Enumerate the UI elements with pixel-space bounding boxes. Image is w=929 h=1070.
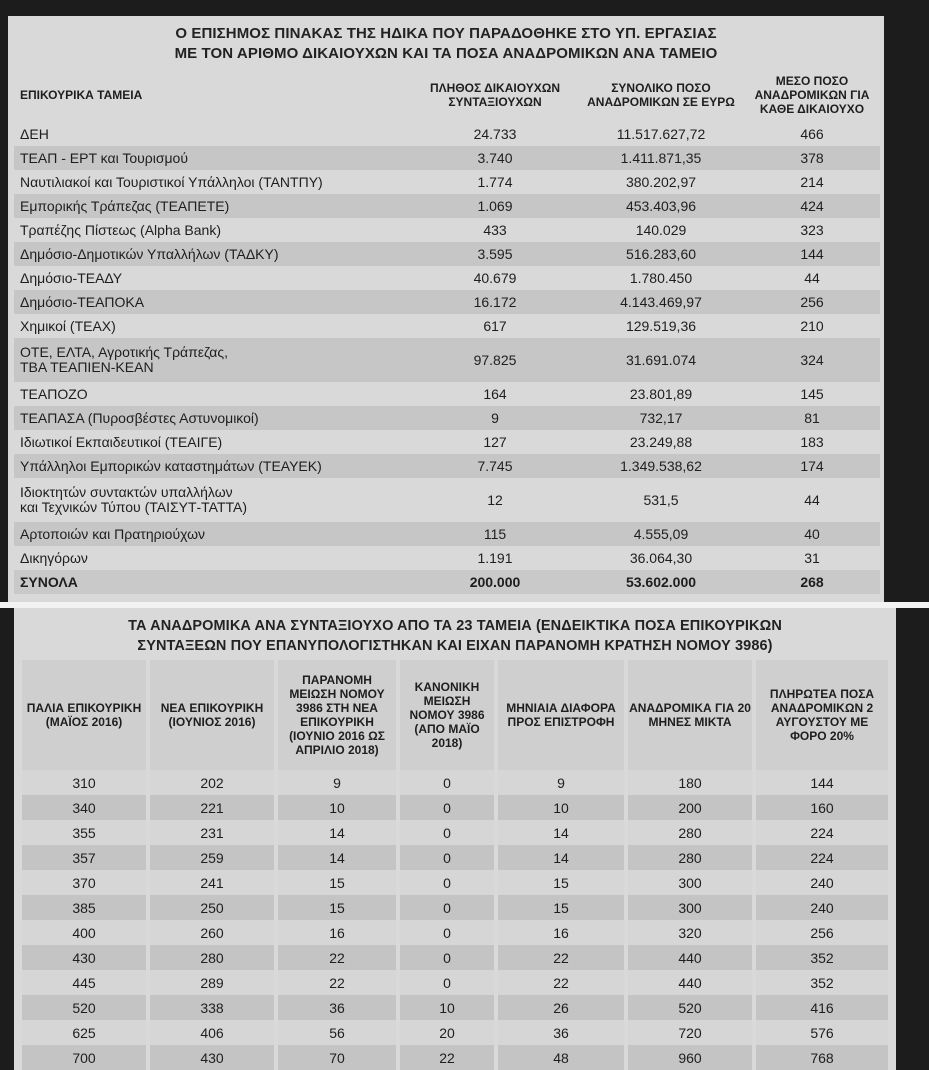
regular-cut-cell: 0 xyxy=(396,970,494,995)
fund-name-line1: ΟΤΕ, ΕΛΤΑ, Αγροτικής Τράπεζας, xyxy=(20,344,228,360)
header-old-pension: ΠΑΛΙΑ ΕΠΙΚΟΥΡΙΚΗ (ΜΑΪΟΣ 2016) xyxy=(22,660,146,770)
total-average-amount-cell: 268 xyxy=(744,570,880,594)
fund-name-cell: Εμπορικής Τράπεζας (ΤΕΑΠΕΤΕ) xyxy=(14,194,412,218)
illegal-cut-cell: 16 xyxy=(274,920,396,945)
arrears-row xyxy=(22,970,888,995)
old-pension-cell: 520 xyxy=(22,995,146,1020)
total-amount-cell: 140.029 xyxy=(578,218,744,242)
illegal-cut-cell: 14 xyxy=(274,845,396,870)
new-pension-cell: 250 xyxy=(146,895,274,920)
funds-table xyxy=(14,68,880,594)
beneficiaries-cell: 1.069 xyxy=(412,194,578,218)
beneficiaries-cell: 24.733 xyxy=(412,122,578,146)
arrears-row xyxy=(22,870,888,895)
regular-cut-cell: 22 xyxy=(396,1045,494,1070)
average-amount-cell: 144 xyxy=(744,242,880,266)
fund-name-cell: Δικηγόρων xyxy=(14,546,412,570)
header-average-amount: ΜΕΣΟ ΠΟΣΟ ΑΝΑΔΡΟΜΙΚΩΝ ΓΙΑ ΚΑΘΕ ΔΙΚΑΙΟΥΧΟ xyxy=(754,74,870,116)
total-amount-cell: 531,5 xyxy=(578,478,744,522)
old-pension-cell: 310 xyxy=(22,770,146,795)
beneficiaries-cell: 16.172 xyxy=(412,290,578,314)
arrears-row xyxy=(22,1045,888,1070)
arrears-row xyxy=(22,795,888,820)
beneficiaries-cell: 12 xyxy=(412,478,578,522)
fund-row xyxy=(14,430,880,454)
new-pension-cell: 280 xyxy=(146,945,274,970)
beneficiaries-cell: 7.745 xyxy=(412,454,578,478)
regular-cut-cell: 0 xyxy=(396,870,494,895)
beneficiaries-cell: 97.825 xyxy=(412,338,578,382)
average-amount-cell: 466 xyxy=(744,122,880,146)
totals-row xyxy=(14,570,880,594)
monthly-difference-cell: 36 xyxy=(494,1020,624,1045)
total-amount-cell: 23.249,88 xyxy=(578,430,744,454)
fund-row xyxy=(14,290,880,314)
old-pension-cell: 355 xyxy=(22,820,146,845)
total-beneficiaries-cell: 200.000 xyxy=(412,570,578,594)
total-amount-cell: 1.411.871,35 xyxy=(578,146,744,170)
arrears-row xyxy=(22,945,888,970)
monthly-difference-cell: 48 xyxy=(494,1045,624,1070)
average-amount-cell: 183 xyxy=(744,430,880,454)
fund-name-cell: Δημόσιο-ΤΕΑΔΥ xyxy=(14,266,412,290)
beneficiaries-cell: 40.679 xyxy=(412,266,578,290)
arrears-row xyxy=(22,820,888,845)
payable-cell: 416 xyxy=(752,995,888,1020)
total-amount-cell: 516.283,60 xyxy=(578,242,744,266)
regular-cut-cell: 0 xyxy=(396,920,494,945)
monthly-difference-cell: 16 xyxy=(494,920,624,945)
old-pension-cell: 385 xyxy=(22,895,146,920)
new-pension-cell: 202 xyxy=(146,770,274,795)
fund-name-cell: Τραπέζης Πίστεως (Alpha Bank) xyxy=(14,218,412,242)
arrears-cell: 300 xyxy=(624,895,752,920)
new-pension-cell: 259 xyxy=(146,845,274,870)
monthly-difference-cell: 10 xyxy=(494,795,624,820)
monthly-difference-cell: 15 xyxy=(494,895,624,920)
funds-table-title xyxy=(8,16,884,66)
regular-cut-cell: 0 xyxy=(396,795,494,820)
average-amount-cell: 40 xyxy=(744,522,880,546)
arrears-cell: 440 xyxy=(624,945,752,970)
fund-name-cell: Υπάλληλοι Εμπορικών καταστημάτων (ΤΕΑΥΕΚ) xyxy=(14,454,412,478)
total-amount-cell: 129.519,36 xyxy=(578,314,744,338)
arrears-table-title-line1: ΤΑ ΑΝΑΔΡΟΜΙΚΑ ΑΝΑ ΣΥΝΤΑΞΙΟΥΧΟ ΑΠΟ ΤΑ 23 ΤΑΜΕΙΑ (ΕΝΔΕΙΚΤΙΚΑ ΠΟΣΑ ΕΠΙΚΟΥΡΙΚΩΝ xyxy=(128,618,782,634)
monthly-difference-cell: 9 xyxy=(494,770,624,795)
fund-name-cell: ΤΕΑΠΑΣΑ (Πυροσβέστες Αστυνομικοί) xyxy=(14,406,412,430)
fund-name-cell: ΤΕΑΠΟΖΟ xyxy=(14,382,412,406)
total-amount-cell: 4.143.469,97 xyxy=(578,290,744,314)
arrears-cell: 200 xyxy=(624,795,752,820)
new-pension-cell: 221 xyxy=(146,795,274,820)
illegal-cut-cell: 9 xyxy=(274,770,396,795)
arrears-cell: 960 xyxy=(624,1045,752,1070)
header-illegal-cut: ΠΑΡΑΝΟΜΗ ΜΕΙΩΣΗ ΝΟΜΟΥ 3986 ΣΤΗ ΝΕΑ ΕΠΙΚΟΥΡΙΚΗ (ΙΟΥΝΙΟ 2016 ΩΣ ΑΠΡΙΛΙΟ 2018) xyxy=(274,660,396,770)
fund-name-cell xyxy=(14,338,412,382)
fund-row xyxy=(14,170,880,194)
beneficiaries-cell: 1.774 xyxy=(412,170,578,194)
new-pension-cell: 430 xyxy=(146,1045,274,1070)
fund-row xyxy=(14,338,880,382)
monthly-difference-cell: 14 xyxy=(494,845,624,870)
payable-cell: 144 xyxy=(752,770,888,795)
regular-cut-cell: 0 xyxy=(396,895,494,920)
old-pension-cell: 357 xyxy=(22,845,146,870)
average-amount-cell: 424 xyxy=(744,194,880,218)
arrears-row xyxy=(22,845,888,870)
header-regular-cut: ΚΑΝΟΝΙΚΗ ΜΕΙΩΣΗ ΝΟΜΟΥ 3986 (ΑΠΟ ΜΑΪΟ 2018) xyxy=(396,660,494,770)
fund-name-line2: και Τεχνικών Τύπου (ΤΑΙΣΥΤ-ΤΑΤΤΑ) xyxy=(20,499,248,515)
old-pension-cell: 370 xyxy=(22,870,146,895)
illegal-cut-cell: 56 xyxy=(274,1020,396,1045)
monthly-difference-cell: 26 xyxy=(494,995,624,1020)
illegal-cut-cell: 15 xyxy=(274,870,396,895)
arrears-cell: 520 xyxy=(624,995,752,1020)
header-monthly-difference: ΜΗΝΙΑΙΑ ΔΙΑΦΟΡΑ ΠΡΟΣ ΕΠΙΣΤΡΟΦΗ xyxy=(494,660,624,770)
total-amount-cell: 1.780.450 xyxy=(578,266,744,290)
monthly-difference-cell: 15 xyxy=(494,870,624,895)
fund-row xyxy=(14,266,880,290)
old-pension-cell: 445 xyxy=(22,970,146,995)
beneficiaries-cell: 1.191 xyxy=(412,546,578,570)
fund-row xyxy=(14,146,880,170)
regular-cut-cell: 0 xyxy=(396,845,494,870)
fund-row xyxy=(14,314,880,338)
payable-cell: 240 xyxy=(752,895,888,920)
fund-name-cell: Αρτοποιών και Πρατηριούχων xyxy=(14,522,412,546)
fund-name-cell: Ιδιωτικοί Εκπαιδευτικοί (ΤΕΑΙΓΕ) xyxy=(14,430,412,454)
funds-table-header-row xyxy=(14,68,880,122)
average-amount-cell: 44 xyxy=(744,266,880,290)
fund-row xyxy=(14,454,880,478)
fund-name-cell: Χημικοί (ΤΕΑΧ) xyxy=(14,314,412,338)
arrears-row xyxy=(22,1020,888,1045)
fund-row xyxy=(14,218,880,242)
beneficiaries-cell: 3.595 xyxy=(412,242,578,266)
regular-cut-cell: 20 xyxy=(396,1020,494,1045)
fund-name-cell: Ναυτιλιακοί και Τουριστικοί Υπάλληλοι (ΤΑΝΤΠΥ) xyxy=(14,170,412,194)
fund-row xyxy=(14,242,880,266)
header-total-amount: ΣΥΝΟΛΙΚΟ ΠΟΣΟ ΑΝΑΔΡΟΜΙΚΩΝ ΣΕ ΕΥΡΩ xyxy=(587,81,735,109)
beneficiaries-cell: 115 xyxy=(412,522,578,546)
header-funds: ΕΠΙΚΟΥΡΙΚΑ ΤΑΜΕΙΑ xyxy=(20,88,143,102)
illegal-cut-cell: 36 xyxy=(274,995,396,1020)
illegal-cut-cell: 10 xyxy=(274,795,396,820)
arrears-table-title-line2: ΣΥΝΤΑΞΕΩΝ ΠΟΥ ΕΠΑΝΥΠΟΛΟΓΙΣΤΗΚΑΝ ΚΑΙ ΕΙΧΑΝ ΠΑΡΑΝΟΜΗ ΚΡΑΤΗΣΗ ΝΟΜΟΥ 3986) xyxy=(137,638,773,654)
total-amount-cell: 732,17 xyxy=(578,406,744,430)
illegal-cut-cell: 22 xyxy=(274,945,396,970)
fund-row xyxy=(14,546,880,570)
average-amount-cell: 81 xyxy=(744,406,880,430)
new-pension-cell: 289 xyxy=(146,970,274,995)
monthly-difference-cell: 14 xyxy=(494,820,624,845)
old-pension-cell: 400 xyxy=(22,920,146,945)
average-amount-cell: 31 xyxy=(744,546,880,570)
arrears-table xyxy=(22,660,888,1070)
average-amount-cell: 323 xyxy=(744,218,880,242)
header-beneficiaries: ΠΛΗΘΟΣ ΔΙΚΑΙΟΥΧΩΝ ΣΥΝΤΑΞΙΟΥΧΩΝ xyxy=(429,81,560,109)
payable-cell: 352 xyxy=(752,945,888,970)
beneficiaries-cell: 9 xyxy=(412,406,578,430)
average-amount-cell: 145 xyxy=(744,382,880,406)
total-amount-cell: 11.517.627,72 xyxy=(578,122,744,146)
header-new-pension: ΝΕΑ ΕΠΙΚΟΥΡΙΚΗ (ΙΟΥΝΙΟΣ 2016) xyxy=(146,660,274,770)
funds-table-title-line2: ΜΕ ΤΟΝ ΑΡΙΘΜΟ ΔΙΚΑΙΟΥΧΩΝ ΚΑΙ ΤΑ ΠΟΣΑ ΑΝΑΔΡΟΜΙΚΩΝ ΑΝΑ ΤΑΜΕΙΟ xyxy=(174,45,718,62)
monthly-difference-cell: 22 xyxy=(494,970,624,995)
average-amount-cell: 210 xyxy=(744,314,880,338)
average-amount-cell: 324 xyxy=(744,338,880,382)
arrears-cell: 440 xyxy=(624,970,752,995)
arrears-row xyxy=(22,895,888,920)
beneficiaries-cell: 127 xyxy=(412,430,578,454)
arrears-cell: 280 xyxy=(624,845,752,870)
payable-cell: 768 xyxy=(752,1045,888,1070)
old-pension-cell: 340 xyxy=(22,795,146,820)
new-pension-cell: 338 xyxy=(146,995,274,1020)
fund-row xyxy=(14,194,880,218)
total-amount-cell: 31.691.074 xyxy=(578,338,744,382)
beneficiaries-cell: 164 xyxy=(412,382,578,406)
illegal-cut-cell: 22 xyxy=(274,970,396,995)
arrears-cell: 300 xyxy=(624,870,752,895)
illegal-cut-cell: 14 xyxy=(274,820,396,845)
regular-cut-cell: 10 xyxy=(396,995,494,1020)
arrears-cell: 320 xyxy=(624,920,752,945)
fund-row xyxy=(14,382,880,406)
payable-cell: 224 xyxy=(752,820,888,845)
average-amount-cell: 214 xyxy=(744,170,880,194)
beneficiaries-cell: 433 xyxy=(412,218,578,242)
average-amount-cell: 256 xyxy=(744,290,880,314)
new-pension-cell: 260 xyxy=(146,920,274,945)
payable-cell: 256 xyxy=(752,920,888,945)
fund-name-cell xyxy=(14,478,412,522)
average-amount-cell: 378 xyxy=(744,146,880,170)
total-amount-cell: 36.064,30 xyxy=(578,546,744,570)
regular-cut-cell: 0 xyxy=(396,945,494,970)
new-pension-cell: 406 xyxy=(146,1020,274,1045)
fund-name-cell: ΤΕΑΠ - ΕΡΤ και Τουρισμού xyxy=(14,146,412,170)
average-amount-cell: 174 xyxy=(744,454,880,478)
total-amount-cell: 380.202,97 xyxy=(578,170,744,194)
payable-cell: 352 xyxy=(752,970,888,995)
fund-name-line2: ΤΒΑ ΤΕΑΠΙΕΝ-ΚΕΑΝ xyxy=(20,359,154,375)
old-pension-cell: 700 xyxy=(22,1045,146,1070)
fund-row xyxy=(14,522,880,546)
total-total-amount-cell: 53.602.000 xyxy=(578,570,744,594)
fund-name-cell: Δημόσιο-ΤΕΑΠΟΚΑ xyxy=(14,290,412,314)
old-pension-cell: 430 xyxy=(22,945,146,970)
monthly-difference-cell: 22 xyxy=(494,945,624,970)
total-fund-name-cell: ΣΥΝΟΛΑ xyxy=(14,570,412,594)
illegal-cut-cell: 15 xyxy=(274,895,396,920)
fund-name-line1: Ιδιοκτητών συντακτών υπαλλήλων xyxy=(20,484,233,500)
fund-name-cell: Δημόσιο-Δημοτικών Υπαλλήλων (ΤΑΔΚΥ) xyxy=(14,242,412,266)
arrears-table-panel xyxy=(14,608,896,1070)
arrears-table-header-row xyxy=(22,660,888,770)
total-amount-cell: 4.555,09 xyxy=(578,522,744,546)
regular-cut-cell: 0 xyxy=(396,820,494,845)
payable-cell: 576 xyxy=(752,1020,888,1045)
payable-cell: 160 xyxy=(752,795,888,820)
fund-row xyxy=(14,406,880,430)
total-amount-cell: 1.349.538,62 xyxy=(578,454,744,478)
arrears-table-title xyxy=(14,608,896,658)
header-arrears-20-months: ΑΝΑΔΡΟΜΙΚΑ ΓΙΑ 20 ΜΗΝΕΣ ΜΙΚΤΑ xyxy=(624,660,752,770)
new-pension-cell: 231 xyxy=(146,820,274,845)
total-amount-cell: 23.801,89 xyxy=(578,382,744,406)
header-payable-amount: ΠΛΗΡΩΤΕΑ ΠΟΣΑ ΑΝΑΔΡΟΜΙΚΩΝ 2 ΑΥΓΟΥΣΤΟΥ ΜΕ ΦΟΡΟ 20% xyxy=(752,660,888,770)
arrears-row xyxy=(22,995,888,1020)
illegal-cut-cell: 70 xyxy=(274,1045,396,1070)
beneficiaries-cell: 617 xyxy=(412,314,578,338)
arrears-cell: 720 xyxy=(624,1020,752,1045)
fund-name-cell: ΔΕΗ xyxy=(14,122,412,146)
funds-table-panel xyxy=(8,16,884,602)
arrears-row xyxy=(22,770,888,795)
arrears-row xyxy=(22,920,888,945)
regular-cut-cell: 0 xyxy=(396,770,494,795)
payable-cell: 240 xyxy=(752,870,888,895)
average-amount-cell: 44 xyxy=(744,478,880,522)
arrears-cell: 280 xyxy=(624,820,752,845)
beneficiaries-cell: 3.740 xyxy=(412,146,578,170)
payable-cell: 224 xyxy=(752,845,888,870)
arrears-cell: 180 xyxy=(624,770,752,795)
fund-row xyxy=(14,122,880,146)
funds-table-title-line1: Ο ΕΠΙΣΗΜΟΣ ΠΙΝΑΚΑΣ ΤΗΣ ΗΔΙΚΑ ΠΟΥ ΠΑΡΑΔΟΘΗΚΕ ΣΤΟ ΥΠ. ΕΡΓΑΣΙΑΣ xyxy=(175,25,717,42)
total-amount-cell: 453.403,96 xyxy=(578,194,744,218)
old-pension-cell: 625 xyxy=(22,1020,146,1045)
fund-row xyxy=(14,478,880,522)
new-pension-cell: 241 xyxy=(146,870,274,895)
